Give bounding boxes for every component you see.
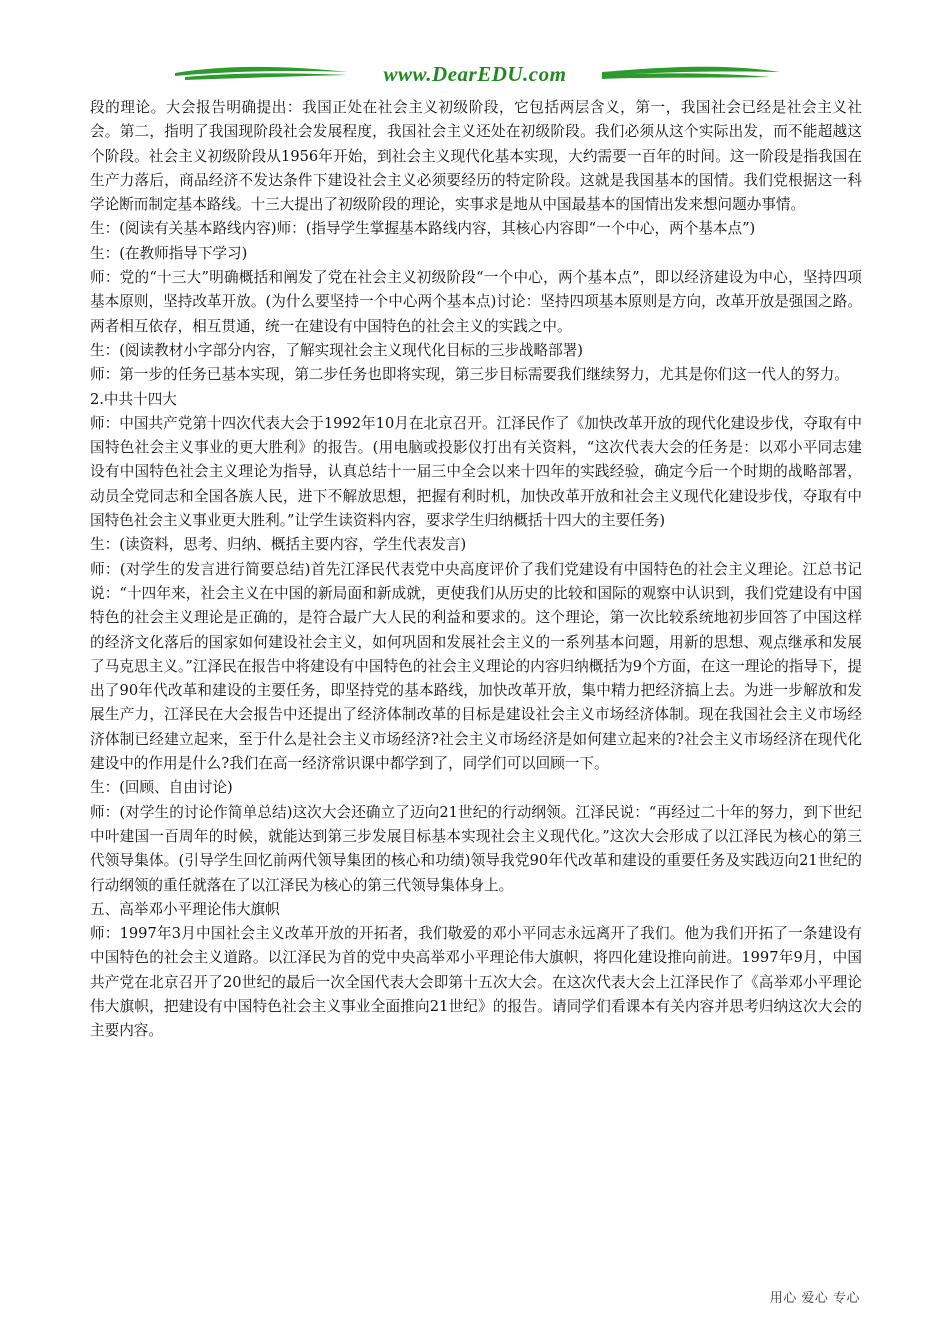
paragraph: 生：(阅读有关基本路线内容)师：(指导学生掌握基本路线内容，其核心内容即“一个中心，两个基本点”) xyxy=(90,220,756,238)
page-header xyxy=(90,56,860,90)
section-heading: 2.中共十四大 xyxy=(90,390,177,408)
paragraph: 师：中国共产党第十四次代表大会于1992年10月在北京召开。江泽民作了《加快改革开放的现代化建设步伐，夺取有中国特色社会主义事业的更大胜利》的报告。(用电脑或投影仪打出有关资料，“这次代表大会的任务是：以邓小平同志建设有中国特色社会主义理论为指导，认真总结十一届三中全会以来十四年的实践经验，确定今后一个时期的战略部署，动员全党同志和全国各族人民，进下不解放思想，把握有利时机，加快改革开放和社会主义现代化建设步伐，夺取有中国特色社会主义事业更大胜利。”让学生读资料内容，要求学生归纳概括十四大的主要任务) xyxy=(90,414,862,530)
paragraph: 师：(对学生的发言进行简要总结)首先江泽民代表党中央高度评价了我们党建设有中国特色的社会主义理论。江总书记说：“十四年来，社会主义在中国的新局面和新成就，更使我们从历史的比较和国际的观察中认识到，我们党建设有中国特色的社会主义理论是正确的，是符合最广大人民的利益和要求的。这个理论，第一次比较系统地初步回答了中国这样的经济文化落后的国家如何建设社会主义，如何巩固和发展社会主义的一系列基本问题，用新的思想、观点继承和发展了马克思主义。”江泽民在报告中将建设有中国特色的社会主义理论的内容归纳概括为9个方面，在这一理论的指导下，提出了90年代改革和建设的主要任务，即坚持党的基本路线，加快改革开放，集中精力把经济搞上去。为进一步解放和发展生产力，江泽民在大会报告中还提出了经济体制改革的目标是建设社会主义市场经济体制。现在我国社会主义市场经济体制已经建立起来，至于什么是社会主义市场经济?社会主义市场经济是如何建立起来的?社会主义市场经济在现代化建设中的作用是什么?我们在高一经济常识课中都学到了，同学们可以回顾一下。 xyxy=(90,560,862,773)
paragraph: 师：第一步的任务已基本实现，第二步任务也即将实现，第三步目标需要我们继续努力，尤其是你们这一代人的努力。 xyxy=(90,366,849,384)
document-body xyxy=(90,96,862,1044)
paragraph: 段的理论。大会报告明确提出：我国正处在社会主义初级阶段，它包括两层含义，第一，我国社会已经是社会主义社会。第二，指明了我国现阶段社会发展程度，我国社会主义还处在初级阶段。我们必须从这个实际出发，而不能超越这个阶段。社会主义初级阶段从1956年开始，到社会主义现代化基本实现，大约需要一百年的时间。这一阶段是指我国在生产力落后，商品经济不发达条件下建设社会主义必须要经历的特定阶段。这就是我国基本的国情。我们党根据这一科学论断而制定基本路线。十三大提出了初级阶段的理论，实事求是地从中国最基本的国情出发来想问题办事情。 xyxy=(90,99,862,214)
paragraph: 师：党的“十三大”明确概括和阐发了党在社会主义初级阶段“一个中心，两个基本点”，即以经济建设为中心，坚持四项基本原则，坚持改革开放。(为什么要坚持一个中心两个基本点)讨论：坚持四项基本原则是方向，改革开放是强国之路。两者相互依存，相互贯通，统一在建设有中国特色的社会主义的实践之中。 xyxy=(90,269,862,335)
paragraph: 师：1997年3月中国社会主义改革开放的开拓者，我们敬爱的邓小平同志永远离开了我们。他为我们开拓了一条建设有中国特色的社会主义道路。以江泽民为首的党中央高举邓小平理论伟大旗帜，将四化建设推向前进。1997年9月，中国共产党在北京召开了20世纪的最后一次全国代表大会即第十五次大会。在这次代表大会上江泽民作了《高举邓小平理论伟大旗帜，把建设有中国特色社会主义事业全面推向21世纪》的报告。请同学们看课本有关内容并思考归纳这次大会的主要内容。 xyxy=(90,925,862,1040)
paragraph: 生：(阅读教材小字部分内容，了解实现社会主义现代化目标的三步战略部署) xyxy=(90,341,583,359)
site-logo: www.DearEDU.com xyxy=(383,62,567,86)
paragraph: 生：(回顾、自由讨论) xyxy=(90,779,233,797)
page-footer: 用心 爱心 专心 xyxy=(769,1291,860,1306)
paragraph: 生：(在教师指导下学习) xyxy=(90,244,248,262)
paragraph: 生：(读资料，思考、归纳、概括主要内容，学生代表发言) xyxy=(90,536,467,554)
paragraph: 师：(对学生的讨论作简单总结)这次大会还确立了迈向21世纪的行动纲领。江泽民说：“再经过二十年的努力，到下世纪中叶建国一百周年的时候，就能达到第三步发展目标基本实现社会主义现代化。”这次大会形成了以江泽民为核心的第三代领导集体。(引导学生回忆前两代领导集团的核心和功绩)领导我党90年代改革和建设的重要任务及实践迈向21世纪的行动纲领的重任就落在了以江泽民为核心的第三代领导集体身上。 xyxy=(90,803,862,894)
section-heading: 五、高举邓小平理论伟大旗帜 xyxy=(90,900,280,918)
